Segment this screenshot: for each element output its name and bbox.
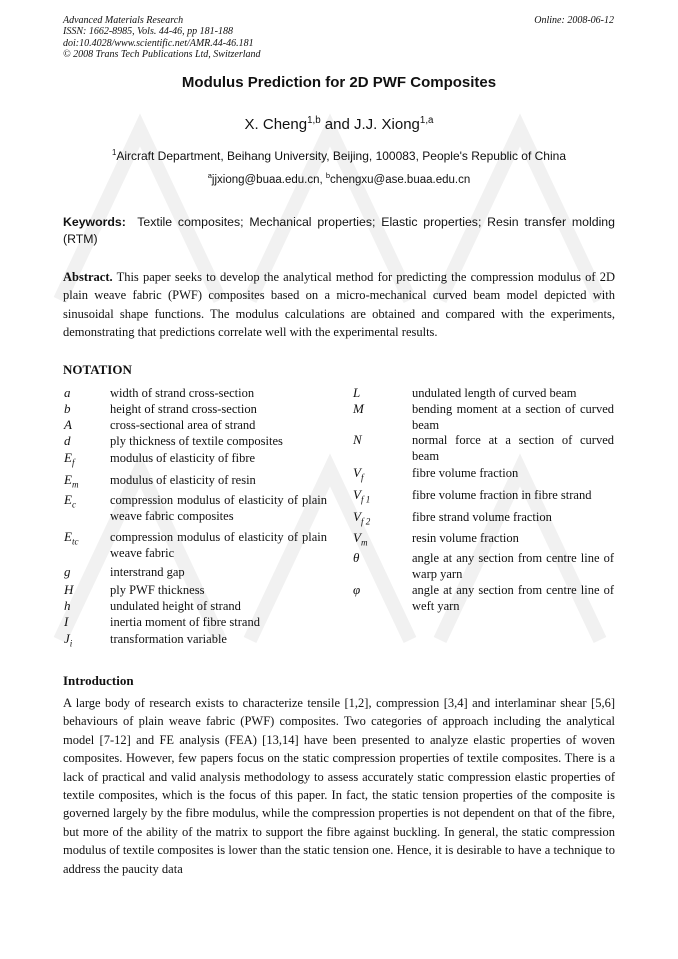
notation-description: bending moment at a section of curved beam xyxy=(412,402,614,432)
notation-description: undulated height of strand xyxy=(110,599,241,613)
notation-symbol-subscript: f 1 xyxy=(360,494,371,505)
notation-symbol-letter: E xyxy=(64,450,72,465)
online-date: Online: 2008-06-12 xyxy=(534,15,614,26)
notation-symbol xyxy=(353,487,370,505)
notation-description: angle at any section from centre line of warp yarn xyxy=(412,551,614,581)
email-a[interactable]: jjxiong@buaa.edu.cn xyxy=(211,174,320,186)
notation-symbol-letter: H xyxy=(64,582,74,597)
notation-description: angle at any section from centre line of weft yarn xyxy=(412,583,614,613)
author-1-sup: 1,b xyxy=(307,115,321,126)
notation-symbol-letter: d xyxy=(64,433,71,448)
author-1: X. Cheng xyxy=(244,116,308,133)
introduction-paragraph: A large body of research exists to characterize tensile [1,2], compression [3,4] and interlaminar shear [5,6] behaviours of plain weave fabric (PWF) composites. Two categories of approach including the analytical model [7-12] and FE analysis (FEA) [13,14] have been presented to analyze elastic properties of woven composites. However, few papers focus on the static compression properties of textile composites. There is a lack of practical and valid analysis methodology to assess accurately static compression elastic properties of textile composites, which is the focus of this paper. In fact, the static tension properties of the composite is governed largely by the fibre modulus, while the compression properties is not dependent on that of the fibre, but more of the ability of the matrix to support the fibre against buckling. In general, the static compression modulus of textile composites is lower than the static tension one. Hence, it is desirable to have a technique to address the paucity data xyxy=(63,696,615,876)
notation-symbol-letter: V xyxy=(353,465,361,480)
notation-description: resin volume fraction xyxy=(412,531,519,545)
notation-symbol xyxy=(64,385,71,401)
notation-description: height of strand cross-section xyxy=(110,402,257,416)
doi-line[interactable]: doi:10.4028/www.scientific.net/AMR.44-46.181 xyxy=(63,37,254,49)
notation-symbol-subscript: c xyxy=(71,499,76,510)
notation-symbol-subscript: tc xyxy=(71,536,79,547)
notation-symbol xyxy=(353,550,359,566)
abstract-label: Abstract. xyxy=(63,270,113,284)
notation-symbol-letter: E xyxy=(64,529,72,544)
notation-symbol-subscript: i xyxy=(69,638,73,649)
author-2-sup: 1,a xyxy=(419,115,434,126)
notation-description: ply PWF thickness xyxy=(110,583,205,597)
keywords-text: Textile composites; Mechanical properties; Elastic properties; Resin transfer molding (RTM) xyxy=(63,215,615,246)
email-b[interactable]: chengxu@ase.buaa.edu.cn xyxy=(330,174,471,186)
email-b-sup: b xyxy=(325,171,331,181)
notation-symbol-letter: L xyxy=(353,385,361,400)
notation-symbol xyxy=(353,465,363,483)
keywords-paragraph xyxy=(63,214,615,248)
notation-symbol-letter: g xyxy=(64,564,71,579)
notation-description: ply thickness of textile composites xyxy=(110,434,283,448)
notation-description: transformation variable xyxy=(110,632,227,646)
notation-symbol xyxy=(64,598,71,614)
notation-description: fibre volume fraction in fibre strand xyxy=(412,488,592,502)
notation-symbol xyxy=(64,564,71,580)
journal-name: Advanced Materials Research xyxy=(63,15,184,26)
notation-symbol-letter: N xyxy=(353,432,362,447)
notation-symbol-subscript: f xyxy=(71,457,75,468)
notation-symbol-letter: φ xyxy=(353,582,361,597)
notation-symbol-letter: h xyxy=(64,598,71,613)
notation-symbol xyxy=(64,492,76,510)
notation-description: fibre volume fraction xyxy=(412,466,519,480)
notation-description: interstrand gap xyxy=(110,565,185,579)
notation-symbol xyxy=(353,401,364,417)
affiliation xyxy=(0,149,678,163)
paper-title: Modulus Prediction for 2D PWF Composites xyxy=(181,74,497,91)
notation-description: normal force at a section of curved beam xyxy=(412,433,614,463)
notation-symbol xyxy=(353,432,362,448)
notation-symbol-letter: E xyxy=(64,492,72,507)
notation-symbol xyxy=(353,385,360,401)
notation-symbol-subscript: m xyxy=(360,537,368,548)
affiliation-text: Aircraft Department, Beihang University, Beijing, 100083, People's Republic of China xyxy=(116,149,566,163)
notation-symbol-letter: I xyxy=(64,614,69,629)
notation-symbol xyxy=(64,401,71,417)
notation-symbol-letter: V xyxy=(353,509,361,524)
notation-symbol-letter: a xyxy=(64,385,71,400)
notation-symbol xyxy=(64,582,73,598)
email-a-sup: a xyxy=(207,171,212,181)
author-and: and xyxy=(320,116,355,133)
notation-symbol-letter: A xyxy=(64,417,72,432)
notation-symbol xyxy=(353,582,360,598)
notation-description: modulus of elasticity of fibre xyxy=(110,451,256,465)
notation-symbol-letter: J xyxy=(64,631,70,646)
abstract-text: This paper seeks to develop the analytical method for predicting the compression modulus of 2D plain weave fabric (PWF) composites based on a micro-mechanical curved beam model depicted with sinusoidal shape functions. The modulus calculations are obtained and compared with the experiments, demonstrating that predictions correlate well with the experimental results. xyxy=(63,270,615,339)
notation-description: compression modulus of elasticity of plain weave fabric composites xyxy=(110,493,327,523)
notation-symbol-letter: V xyxy=(353,530,361,545)
notation-symbol xyxy=(64,450,74,468)
issn-line: ISSN: 1662-8985, Vols. 44-46, pp 181-188 xyxy=(63,26,233,38)
notation-description: inertia moment of fibre strand xyxy=(110,615,260,629)
email-line xyxy=(0,171,678,186)
copyright-line: © 2008 Trans Tech Publications Ltd, Switzerland xyxy=(63,48,261,60)
notation-symbol-letter: M xyxy=(353,401,364,416)
notation-description: width of strand cross-section xyxy=(110,386,255,400)
notation-symbol-letter: V xyxy=(353,487,361,502)
notation-heading: NOTATION xyxy=(63,362,132,377)
notation-symbol xyxy=(64,472,79,490)
notation-symbol xyxy=(353,530,368,548)
notation-symbol xyxy=(64,529,79,547)
notation-symbol xyxy=(64,417,72,433)
notation-symbol-letter: θ xyxy=(353,550,360,565)
notation-symbol-letter: E xyxy=(64,472,72,487)
notation-symbol-letter: b xyxy=(64,401,71,416)
notation-symbol xyxy=(64,433,71,449)
notation-symbol-subscript: m xyxy=(71,479,79,490)
notation-description: undulated length of curved beam xyxy=(412,386,577,400)
notation-symbol xyxy=(353,509,370,527)
journal-header xyxy=(63,15,261,60)
notation-description: cross-sectional area of strand xyxy=(110,418,256,432)
notation-symbol xyxy=(64,631,72,649)
author-2: J.J. Xiong xyxy=(354,116,420,133)
notation-description: fibre strand volume fraction xyxy=(412,510,552,524)
notation-symbol-subscript: f xyxy=(360,472,364,483)
author-line xyxy=(0,116,678,133)
notation-symbol xyxy=(64,614,68,630)
notation-symbol-subscript: f 2 xyxy=(360,516,371,527)
keywords-label: Keywords: xyxy=(63,215,126,229)
abstract-paragraph xyxy=(63,268,615,341)
notation-description: modulus of elasticity of resin xyxy=(110,473,256,487)
affiliation-sup: 1 xyxy=(112,148,117,157)
introduction-heading: Introduction xyxy=(63,673,134,688)
email-separator: , xyxy=(319,174,326,186)
notation-description: compression modulus of elasticity of plain weave fabric xyxy=(110,530,327,560)
